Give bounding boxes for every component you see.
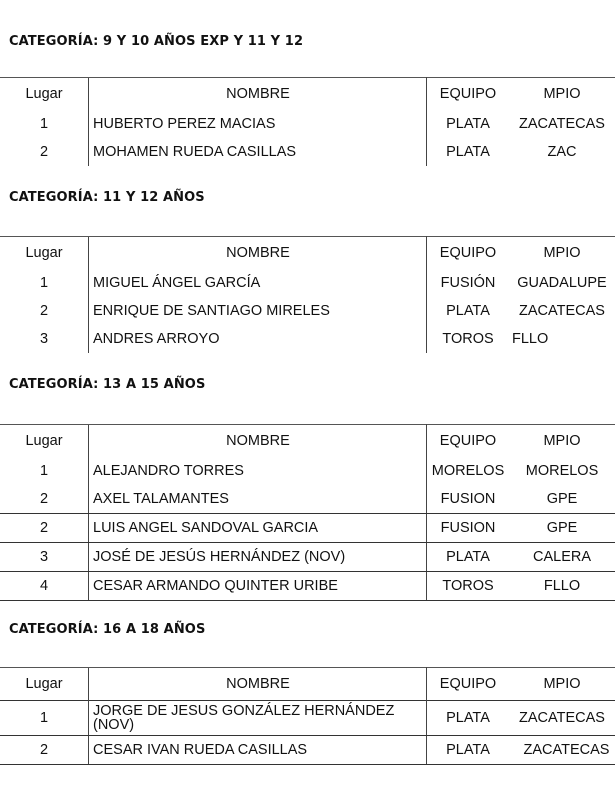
table-row: [0, 138, 615, 166]
team-cell: PLATA: [446, 144, 490, 160]
team-cell: PLATA: [446, 116, 490, 132]
col-place-header: Lugar: [0, 78, 89, 111]
col-name-header: NOMBRE: [89, 237, 427, 270]
col-place-header: Lugar: [0, 668, 89, 701]
name-cell: LUIS ANGEL SANDOVAL GARCIA: [89, 514, 427, 543]
place-cell: 1: [39, 116, 49, 132]
col-place-header: Lugar: [0, 237, 89, 270]
col-team-header: EQUIPO: [427, 425, 510, 458]
name-cell: ALEJANDRO TORRES: [89, 457, 427, 485]
mpio-cell: GPE: [509, 514, 615, 543]
col-team-header: EQUIPO: [427, 237, 510, 270]
mpio-cell: GPE: [509, 485, 615, 514]
place-cell: 1: [39, 275, 49, 291]
col-place-header: Lugar: [0, 425, 89, 458]
table-row: [0, 485, 615, 514]
name-cell: ENRIQUE DE SANTIAGO MIRELES: [89, 297, 427, 325]
place-cell: 3: [0, 543, 89, 572]
col-name-header: NOMBRE: [89, 425, 427, 458]
name-cell: ANDRES ARROYO: [89, 325, 427, 353]
table-row: [0, 514, 615, 543]
table-header-row: [0, 78, 615, 111]
table-header-row: [0, 668, 615, 701]
table-row: [0, 701, 615, 736]
col-mpio-header: MPIO: [509, 237, 615, 270]
col-name-header: NOMBRE: [89, 668, 427, 701]
mpio-cell: ZACATECAS: [509, 736, 615, 765]
mpio-cell: MORELOS: [525, 463, 599, 479]
table-row: [0, 269, 615, 297]
category-title: CATEGORÍA: 16 A 18 AÑOS: [9, 622, 206, 637]
table-row: [0, 297, 615, 325]
place-cell: 2: [0, 514, 89, 543]
results-table: [0, 77, 615, 166]
name-cell: CESAR IVAN RUEDA CASILLAS: [89, 736, 427, 765]
name-cell: CESAR ARMANDO QUINTER URIBE: [89, 572, 427, 601]
table-header-row: [0, 237, 615, 270]
col-mpio-header: MPIO: [509, 668, 615, 701]
table-row: [0, 110, 615, 138]
table-row: [0, 543, 615, 572]
col-mpio-header: MPIO: [509, 425, 615, 458]
name-cell: JOSÉ DE JESÚS HERNÁNDEZ (NOV): [89, 543, 427, 572]
table-row: [0, 736, 615, 765]
table-header-row: [0, 425, 615, 458]
mpio-cell: FLLO: [509, 572, 615, 601]
results-table: [0, 667, 615, 765]
place-cell: 2: [39, 303, 49, 319]
team-cell: TOROS: [427, 572, 510, 601]
category-title: CATEGORÍA: 13 A 15 AÑOS: [9, 377, 206, 392]
mpio-cell: ZACATECAS: [509, 701, 615, 736]
mpio-cell: ZACATECAS: [519, 303, 605, 319]
team-cell: PLATA: [427, 736, 510, 765]
team-cell: TOROS: [442, 331, 494, 347]
mpio-cell: FLLO: [512, 331, 549, 347]
name-cell: AXEL TALAMANTES: [89, 485, 427, 514]
table-row: [0, 325, 615, 353]
category-title: CATEGORÍA: 9 Y 10 AÑOS EXP Y 11 Y 12: [9, 34, 304, 49]
table-row: [0, 572, 615, 601]
results-table: [0, 424, 615, 601]
col-name-header: NOMBRE: [89, 78, 427, 111]
team-cell: PLATA: [427, 543, 510, 572]
place-cell: 2: [0, 485, 89, 514]
mpio-cell: CALERA: [509, 543, 615, 572]
mpio-cell: ZACATECAS: [519, 116, 605, 132]
results-table: [0, 236, 615, 353]
team-cell: FUSIÓN: [440, 275, 496, 291]
name-cell: JORGE DE JESUS GONZÁLEZ HERNÁNDEZ (NOV): [89, 701, 427, 736]
place-cell: 4: [0, 572, 89, 601]
team-cell: FUSION: [427, 514, 510, 543]
col-mpio-header: MPIO: [509, 78, 615, 111]
col-team-header: EQUIPO: [427, 668, 510, 701]
category-title: CATEGORÍA: 11 Y 12 AÑOS: [9, 190, 205, 205]
team-cell: PLATA: [446, 303, 490, 319]
name-cell: MIGUEL ÁNGEL GARCÍA: [89, 269, 427, 297]
team-cell: MORELOS: [431, 463, 505, 479]
place-cell: 3: [39, 331, 49, 347]
team-cell: FUSION: [427, 485, 510, 514]
col-team-header: EQUIPO: [427, 78, 510, 111]
mpio-cell: ZAC: [547, 144, 577, 160]
place-cell: 2: [39, 144, 49, 160]
name-cell: MOHAMEN RUEDA CASILLAS: [89, 138, 427, 166]
name-cell: HUBERTO PEREZ MACIAS: [89, 110, 427, 138]
mpio-cell: GUADALUPE: [517, 275, 607, 291]
table-row: [0, 457, 615, 485]
place-cell: 1: [0, 701, 89, 736]
place-cell: 1: [39, 463, 49, 479]
team-cell: PLATA: [427, 701, 510, 736]
place-cell: 2: [0, 736, 89, 765]
